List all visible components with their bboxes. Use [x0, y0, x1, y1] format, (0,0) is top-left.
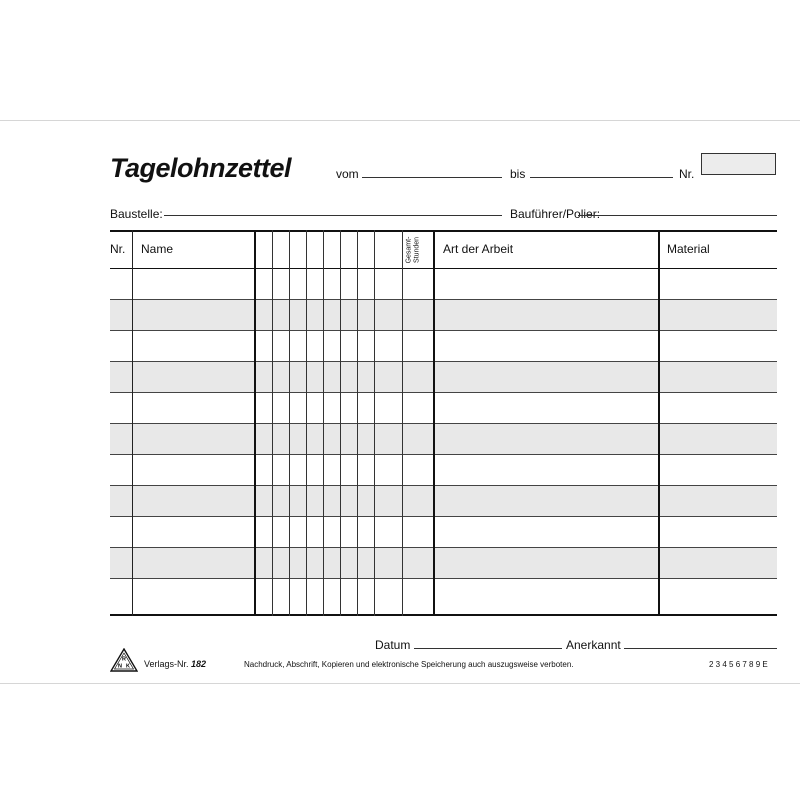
col-divider: [323, 230, 324, 616]
anerkannt-field[interactable]: [624, 648, 777, 649]
col-divider: [402, 230, 403, 616]
copyright-notice: Nachdruck, Abschrift, Kopieren und elektronische Speicherung auch auszugsweise verboten.: [244, 660, 574, 669]
table-top-border: [110, 230, 777, 232]
publisher-logo-icon: [110, 648, 138, 672]
verlag-number: [144, 659, 206, 669]
vom-field[interactable]: [362, 177, 502, 178]
article-code: 2 3 4 5 6 7 8 9 E: [709, 660, 768, 669]
col-header-hours: [398, 232, 428, 268]
verlag-value: 182: [191, 659, 207, 669]
col-header-hours-line2: Stunden: [413, 236, 420, 264]
row-line: [110, 361, 777, 362]
row-line: [110, 516, 777, 517]
col-divider: [658, 230, 660, 616]
baustelle-field[interactable]: [164, 215, 502, 216]
header-separator: [110, 268, 777, 269]
anerkannt-label: Anerkannt: [566, 638, 621, 652]
table-bottom-border: [110, 614, 777, 616]
bis-field[interactable]: [530, 177, 673, 178]
col-divider: [132, 230, 133, 616]
col-header-name: Name: [141, 242, 174, 256]
nr-label: Nr.: [679, 167, 695, 181]
col-header-arbeit: Art der Arbeit: [443, 242, 514, 256]
col-divider: [340, 230, 341, 616]
svg-text:K: K: [126, 663, 130, 670]
col-divider: [433, 230, 435, 616]
row-line: [110, 547, 777, 548]
verlag-prefix: Verlags-Nr.: [144, 659, 189, 669]
time-table: [110, 230, 777, 616]
form-sheet: [0, 120, 800, 684]
svg-text:R: R: [122, 656, 126, 663]
row-line: [110, 454, 777, 455]
row-shade: [110, 548, 777, 579]
col-divider: [306, 230, 307, 616]
row-line: [110, 423, 777, 424]
col-header-hours-line1: Gesamt-: [405, 236, 412, 264]
nr-field[interactable]: [701, 153, 776, 175]
row-line: [110, 578, 777, 579]
row-shade: [110, 300, 777, 331]
datum-label: Datum: [375, 638, 411, 652]
polier-field[interactable]: [578, 215, 777, 216]
col-divider: [374, 230, 375, 616]
polier-label: Bauführer/Polier:: [510, 207, 601, 221]
vom-label: vom: [336, 167, 359, 181]
svg-text:N: N: [118, 663, 122, 670]
bis-label: bis: [510, 167, 526, 181]
row-shade: [110, 424, 777, 455]
row-line: [110, 299, 777, 300]
row-shade: [110, 362, 777, 393]
col-divider: [289, 230, 290, 616]
col-divider: [254, 230, 256, 616]
col-divider: [357, 230, 358, 616]
col-divider: [272, 230, 273, 616]
col-header-material: Material: [667, 242, 710, 256]
form-title: Tagelohnzettel: [110, 153, 292, 183]
col-header-nr: Nr.: [110, 242, 126, 256]
row-shade: [110, 486, 777, 517]
row-line: [110, 485, 777, 486]
baustelle-label: Baustelle:: [110, 207, 163, 221]
row-line: [110, 392, 777, 393]
datum-field[interactable]: [414, 648, 562, 649]
row-line: [110, 330, 777, 331]
